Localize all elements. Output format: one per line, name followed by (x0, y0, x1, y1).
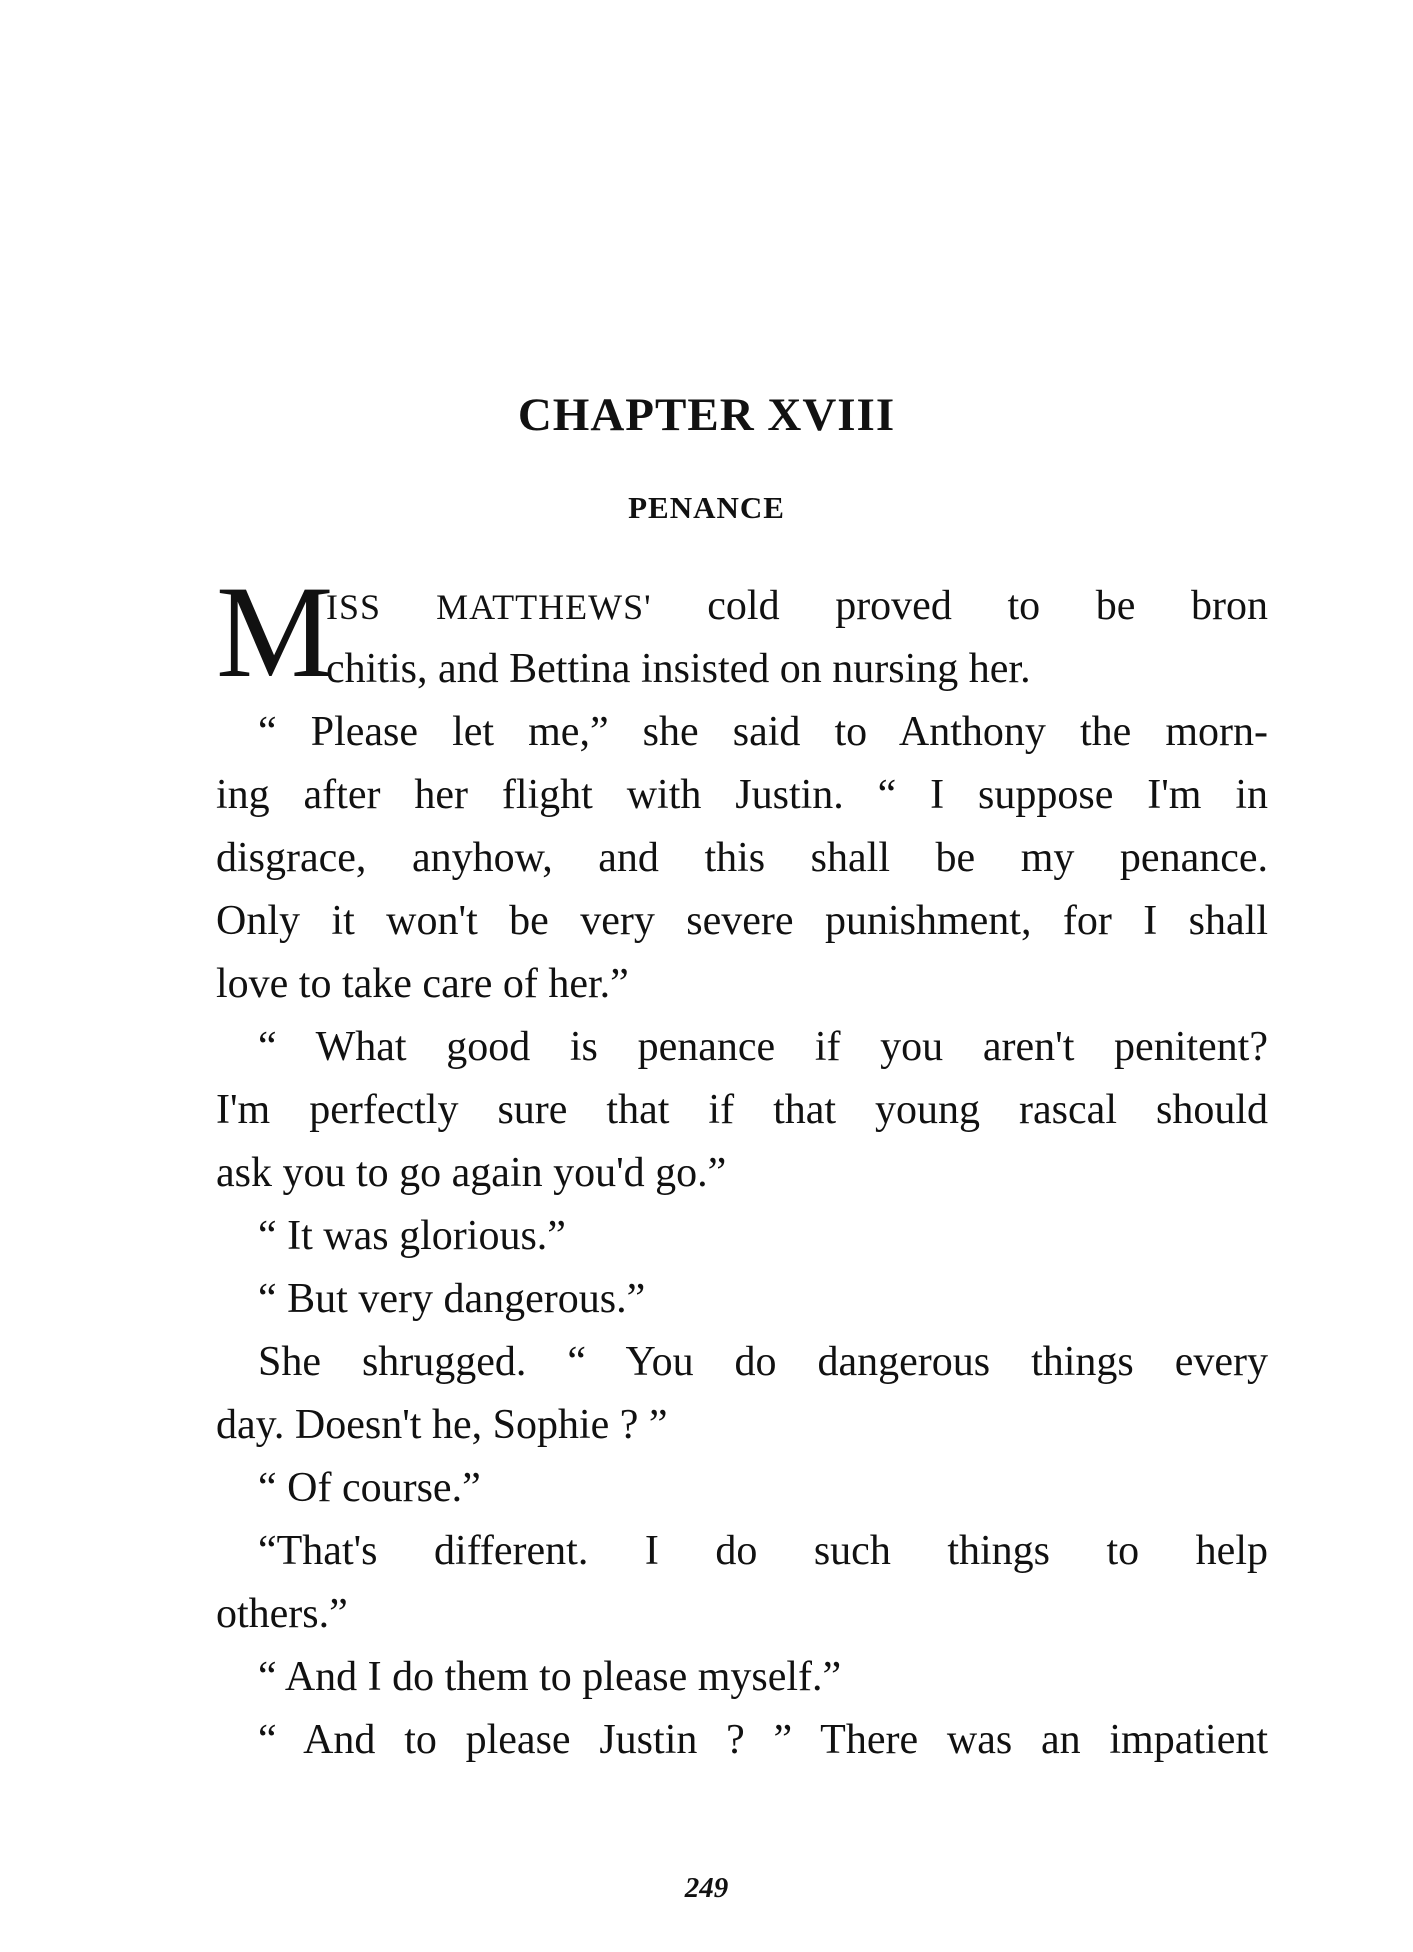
text-line-16: “That's different. I do such things to help (258, 1528, 1268, 1574)
body-text (216, 575, 1268, 1772)
text-line-2: chitis, and Bettina insisted on nursing her. (326, 646, 1031, 692)
text-line-14: day. Doesn't he, Sophie ? ” (216, 1402, 668, 1448)
chapter-subtitle: PENANCE (628, 490, 785, 525)
chapter-title: CHAPTER XVIII (517, 389, 896, 441)
text-line-3: “ Please let me,” she said to Anthony the morn- (258, 709, 1268, 755)
drop-cap: M (216, 558, 334, 705)
text-line-4: ing after her flight with Justin. “ I suppose I'm in (216, 772, 1268, 818)
text-line-19: “ And to please Justin ? ” There was an impatient (258, 1717, 1268, 1763)
text-line-10: ask you to go again you'd go.” (216, 1150, 727, 1196)
text-line-15: “ Of course.” (258, 1465, 481, 1511)
text-line-5: disgrace, anyhow, and this shall be my penance. (216, 835, 1268, 881)
opening-caps: ISS MATTHEWS' (326, 587, 652, 627)
text-line-1 (216, 575, 1268, 638)
text-line-18: “ And I do them to please myself.” (258, 1654, 842, 1700)
text-line-9: I'm perfectly sure that if that young rascal should (216, 1087, 1268, 1133)
text-line-11: “ It was glorious.” (258, 1213, 566, 1259)
text-line-12: “ But very dangerous.” (258, 1276, 646, 1322)
text-line-7: love to take care of her.” (216, 961, 629, 1007)
opening-rest: cold proved to be bron (651, 583, 1268, 629)
text-line-6: Only it won't be very severe punishment, for I shall (216, 898, 1268, 944)
text-line-17: others.” (216, 1591, 348, 1637)
text-line-8: “ What good is penance if you aren't penitent? (258, 1024, 1268, 1070)
page-number: 249 (684, 1872, 729, 1904)
text-line-13: She shrugged. “ You do dangerous things every (258, 1339, 1268, 1385)
